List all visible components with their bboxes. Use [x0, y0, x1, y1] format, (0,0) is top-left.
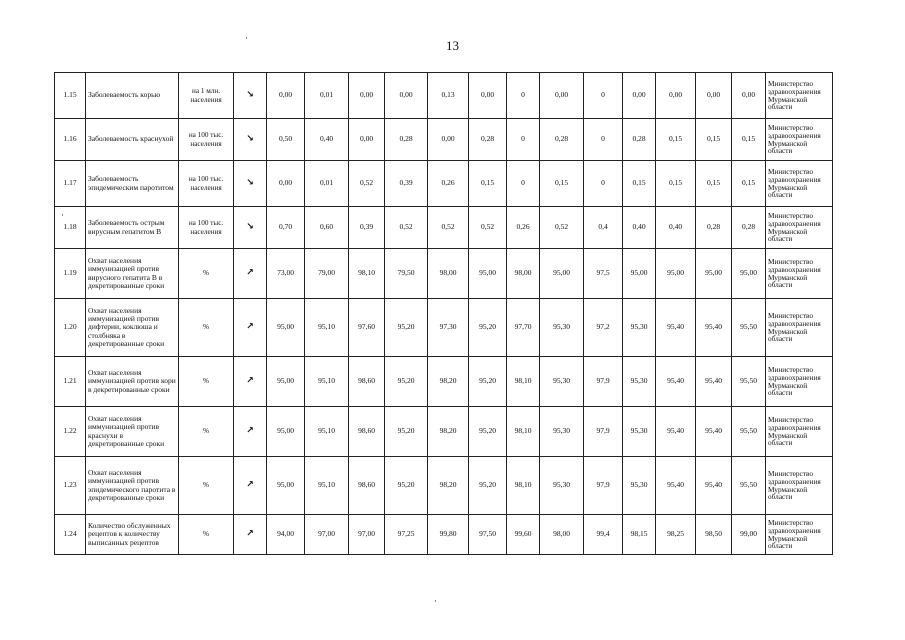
- value-cell: 98,60: [349, 457, 385, 515]
- value-cell: 0,15: [656, 119, 696, 161]
- responsible-body: Министерство здравоохранения Мурманской области: [766, 249, 833, 299]
- value-cell: 73,00: [267, 249, 305, 299]
- value-cell: 0: [507, 73, 540, 119]
- trend-cell: [234, 73, 267, 119]
- value-cell: 95,00: [267, 299, 305, 357]
- row-number: 1.18: [55, 207, 86, 249]
- value-cell: 0: [584, 119, 623, 161]
- indicator-name: Заболеваемость эпидемическим паротитом: [86, 161, 179, 207]
- value-cell: 97,9: [584, 457, 623, 515]
- indicator-name: Охват населения иммунизацией против вирусного гепатита В в декретированные сроки: [86, 249, 179, 299]
- value-cell: 98,00: [540, 515, 584, 555]
- value-cell: 95,00: [469, 249, 507, 299]
- value-cell: 98,60: [349, 357, 385, 407]
- value-cell: 95,50: [732, 407, 766, 457]
- value-cell: 95,20: [385, 357, 428, 407]
- value-cell: 95,00: [267, 407, 305, 457]
- value-cell: 95,30: [540, 407, 584, 457]
- indicator-name: Заболеваемость корью: [86, 73, 179, 119]
- value-cell: 0,39: [349, 207, 385, 249]
- table-row: [55, 119, 833, 161]
- trend-cell: [234, 161, 267, 207]
- unit-of-measure: %: [179, 407, 234, 457]
- value-cell: 95,30: [540, 357, 584, 407]
- arrow-down-right-icon: ↘: [246, 178, 254, 189]
- value-cell: 95,20: [385, 299, 428, 357]
- value-cell: 0,00: [656, 73, 696, 119]
- value-cell: 95,30: [540, 457, 584, 515]
- trend-cell: [234, 515, 267, 555]
- value-cell: 0,00: [385, 73, 428, 119]
- value-cell: 95,30: [540, 299, 584, 357]
- value-cell: 95,50: [732, 357, 766, 407]
- value-cell: 0,15: [656, 161, 696, 207]
- value-cell: 0,40: [656, 207, 696, 249]
- value-cell: 97,5: [584, 249, 623, 299]
- arrow-up-right-icon: ↗: [246, 426, 254, 437]
- value-cell: 0: [584, 161, 623, 207]
- table-row: [55, 207, 833, 249]
- value-cell: 98,10: [507, 357, 540, 407]
- value-cell: 95,00: [623, 249, 656, 299]
- value-cell: 0,39: [385, 161, 428, 207]
- value-cell: 97,70: [507, 299, 540, 357]
- responsible-body: Министерство здравоохранения Мурманской области: [766, 161, 833, 207]
- value-cell: 95,20: [385, 457, 428, 515]
- value-cell: 95,30: [623, 457, 656, 515]
- row-number: 1.22: [55, 407, 86, 457]
- value-cell: 95,00: [656, 249, 696, 299]
- value-cell: 95,40: [696, 457, 732, 515]
- value-cell: 0,15: [623, 161, 656, 207]
- value-cell: 98,10: [507, 407, 540, 457]
- value-cell: 95,20: [469, 357, 507, 407]
- unit-of-measure: %: [179, 515, 234, 555]
- unit-of-measure: %: [179, 357, 234, 407]
- value-cell: 0,52: [540, 207, 584, 249]
- value-cell: 0,70: [267, 207, 305, 249]
- responsible-body: Министерство здравоохранения Мурманской области: [766, 73, 833, 119]
- value-cell: 0,40: [623, 207, 656, 249]
- value-cell: 0,4: [584, 207, 623, 249]
- indicator-name: Количество обслуженных рецептов к количеству выписанных рецептов: [86, 515, 179, 555]
- value-cell: 0,52: [385, 207, 428, 249]
- page-number: 13: [446, 38, 459, 53]
- value-cell: 99,80: [428, 515, 469, 555]
- arrow-down-right-icon: ↘: [246, 90, 254, 101]
- value-cell: 98,60: [349, 407, 385, 457]
- responsible-body: Министерство здравоохранения Мурманской области: [766, 515, 833, 555]
- row-number: 1.15: [55, 73, 86, 119]
- table-row: [55, 249, 833, 299]
- value-cell: 97,2: [584, 299, 623, 357]
- arrow-up-right-icon: ↗: [246, 480, 254, 491]
- scan-speck: [246, 37, 247, 39]
- row-number: 1.19: [55, 249, 86, 299]
- value-cell: 0,00: [623, 73, 656, 119]
- value-cell: 0: [507, 119, 540, 161]
- value-cell: 95,00: [267, 357, 305, 407]
- value-cell: 95,20: [469, 457, 507, 515]
- value-cell: 98,00: [428, 249, 469, 299]
- trend-cell: [234, 457, 267, 515]
- value-cell: 0,15: [540, 161, 584, 207]
- table-body: [55, 73, 833, 555]
- scan-speck: [62, 214, 63, 216]
- value-cell: 0,15: [732, 161, 766, 207]
- indicator-name: Охват населения иммунизацией против краснухи в декретированные сроки: [86, 407, 179, 457]
- value-cell: 0: [507, 161, 540, 207]
- table-row: [55, 161, 833, 207]
- value-cell: 0,01: [305, 73, 349, 119]
- unit-of-measure: на 100 тыс. населения: [179, 119, 234, 161]
- indicator-name: Заболеваемость острым вирусным гепатитом В: [86, 207, 179, 249]
- unit-of-measure: на 100 тыс. населения: [179, 161, 234, 207]
- value-cell: 98,10: [507, 457, 540, 515]
- value-cell: 0,00: [732, 73, 766, 119]
- value-cell: 95,00: [696, 249, 732, 299]
- value-cell: 0,15: [732, 119, 766, 161]
- arrow-up-right-icon: ↗: [246, 322, 254, 333]
- responsible-body: Министерство здравоохранения Мурманской области: [766, 407, 833, 457]
- value-cell: 0,15: [696, 119, 732, 161]
- value-cell: 94,00: [267, 515, 305, 555]
- table-row: [55, 357, 833, 407]
- value-cell: 97,50: [469, 515, 507, 555]
- value-cell: 0,28: [385, 119, 428, 161]
- value-cell: 95,30: [623, 299, 656, 357]
- row-number: 1.23: [55, 457, 86, 515]
- indicator-name: Охват населения иммунизацией против эпидемического паротита в декретированные сроки: [86, 457, 179, 515]
- value-cell: 95,10: [305, 457, 349, 515]
- responsible-body: Министерство здравоохранения Мурманской области: [766, 457, 833, 515]
- row-number: 1.24: [55, 515, 86, 555]
- value-cell: 95,20: [469, 407, 507, 457]
- value-cell: 0,28: [540, 119, 584, 161]
- value-cell: 97,00: [305, 515, 349, 555]
- value-cell: 95,20: [385, 407, 428, 457]
- value-cell: 99,60: [507, 515, 540, 555]
- value-cell: 0,01: [305, 161, 349, 207]
- value-cell: 0,52: [428, 207, 469, 249]
- value-cell: 0,26: [507, 207, 540, 249]
- value-cell: 97,30: [428, 299, 469, 357]
- value-cell: 95,40: [656, 357, 696, 407]
- responsible-body: Министерство здравоохранения Мурманской области: [766, 119, 833, 161]
- value-cell: 98,15: [623, 515, 656, 555]
- value-cell: 95,40: [656, 457, 696, 515]
- value-cell: 0,00: [349, 73, 385, 119]
- value-cell: 95,10: [305, 299, 349, 357]
- value-cell: 95,30: [623, 357, 656, 407]
- unit-of-measure: %: [179, 249, 234, 299]
- arrow-down-right-icon: ↘: [246, 134, 254, 145]
- value-cell: 97,9: [584, 407, 623, 457]
- value-cell: 0,00: [469, 73, 507, 119]
- arrow-down-right-icon: ↘: [246, 222, 254, 233]
- value-cell: 95,00: [540, 249, 584, 299]
- value-cell: 95,40: [656, 299, 696, 357]
- value-cell: 99,00: [732, 515, 766, 555]
- value-cell: 98,25: [656, 515, 696, 555]
- table-row: [55, 299, 833, 357]
- row-number: 1.17: [55, 161, 86, 207]
- value-cell: 97,25: [385, 515, 428, 555]
- trend-cell: [234, 207, 267, 249]
- trend-cell: [234, 249, 267, 299]
- value-cell: 0,28: [732, 207, 766, 249]
- responsible-body: Министерство здравоохранения Мурманской области: [766, 299, 833, 357]
- arrow-up-right-icon: ↗: [246, 376, 254, 387]
- value-cell: 98,20: [428, 357, 469, 407]
- table-row: [55, 407, 833, 457]
- value-cell: 0,00: [696, 73, 732, 119]
- value-cell: 98,20: [428, 407, 469, 457]
- value-cell: 97,9: [584, 357, 623, 407]
- value-cell: 98,10: [349, 249, 385, 299]
- row-number: 1.16: [55, 119, 86, 161]
- value-cell: 0,28: [623, 119, 656, 161]
- value-cell: 0,13: [428, 73, 469, 119]
- table-row: [55, 73, 833, 119]
- value-cell: 95,10: [305, 357, 349, 407]
- value-cell: 0,00: [267, 73, 305, 119]
- value-cell: 0,52: [349, 161, 385, 207]
- value-cell: 0,28: [696, 207, 732, 249]
- value-cell: 98,50: [696, 515, 732, 555]
- value-cell: 95,20: [469, 299, 507, 357]
- value-cell: 0: [584, 73, 623, 119]
- value-cell: 98,20: [428, 457, 469, 515]
- trend-cell: [234, 357, 267, 407]
- indicators-table: [54, 72, 833, 555]
- value-cell: 95,00: [267, 457, 305, 515]
- value-cell: 95,00: [732, 249, 766, 299]
- value-cell: 79,00: [305, 249, 349, 299]
- value-cell: 0,60: [305, 207, 349, 249]
- scan-speck: [435, 600, 436, 602]
- responsible-body: Министерство здравоохранения Мурманской области: [766, 357, 833, 407]
- row-number: 1.20: [55, 299, 86, 357]
- value-cell: 0,50: [267, 119, 305, 161]
- value-cell: 95,40: [696, 407, 732, 457]
- unit-of-measure: на 100 тыс. населения: [179, 207, 234, 249]
- trend-cell: [234, 119, 267, 161]
- trend-cell: [234, 299, 267, 357]
- value-cell: 0,28: [469, 119, 507, 161]
- value-cell: 0,26: [428, 161, 469, 207]
- value-cell: 97,60: [349, 299, 385, 357]
- value-cell: 0,40: [305, 119, 349, 161]
- value-cell: 95,40: [696, 299, 732, 357]
- value-cell: 0,00: [428, 119, 469, 161]
- value-cell: 99,4: [584, 515, 623, 555]
- arrow-up-right-icon: ↗: [246, 529, 254, 540]
- value-cell: 0,15: [469, 161, 507, 207]
- value-cell: 0,52: [469, 207, 507, 249]
- value-cell: 0,15: [696, 161, 732, 207]
- value-cell: 95,40: [696, 357, 732, 407]
- row-number: 1.21: [55, 357, 86, 407]
- value-cell: 79,50: [385, 249, 428, 299]
- indicator-name: Охват населения иммунизацией против кори в декретированные сроки: [86, 357, 179, 407]
- unit-of-measure: %: [179, 299, 234, 357]
- responsible-body: Министерство здравоохранения Мурманской области: [766, 207, 833, 249]
- value-cell: 95,50: [732, 457, 766, 515]
- value-cell: 95,40: [656, 407, 696, 457]
- arrow-up-right-icon: ↗: [246, 268, 254, 279]
- value-cell: 97,00: [349, 515, 385, 555]
- value-cell: 95,50: [732, 299, 766, 357]
- trend-cell: [234, 407, 267, 457]
- unit-of-measure: %: [179, 457, 234, 515]
- value-cell: 0,00: [540, 73, 584, 119]
- value-cell: 0,00: [349, 119, 385, 161]
- table-row: [55, 457, 833, 515]
- unit-of-measure: на 1 млн. населения: [179, 73, 234, 119]
- indicator-name: Охват населения иммунизацией против дифтерии, коклюша и столбняка в декретированные сроки: [86, 299, 179, 357]
- value-cell: 98,00: [507, 249, 540, 299]
- table-row: [55, 515, 833, 555]
- indicator-name: Заболеваемость краснухой: [86, 119, 179, 161]
- value-cell: 95,10: [305, 407, 349, 457]
- value-cell: 0,00: [267, 161, 305, 207]
- value-cell: 95,30: [623, 407, 656, 457]
